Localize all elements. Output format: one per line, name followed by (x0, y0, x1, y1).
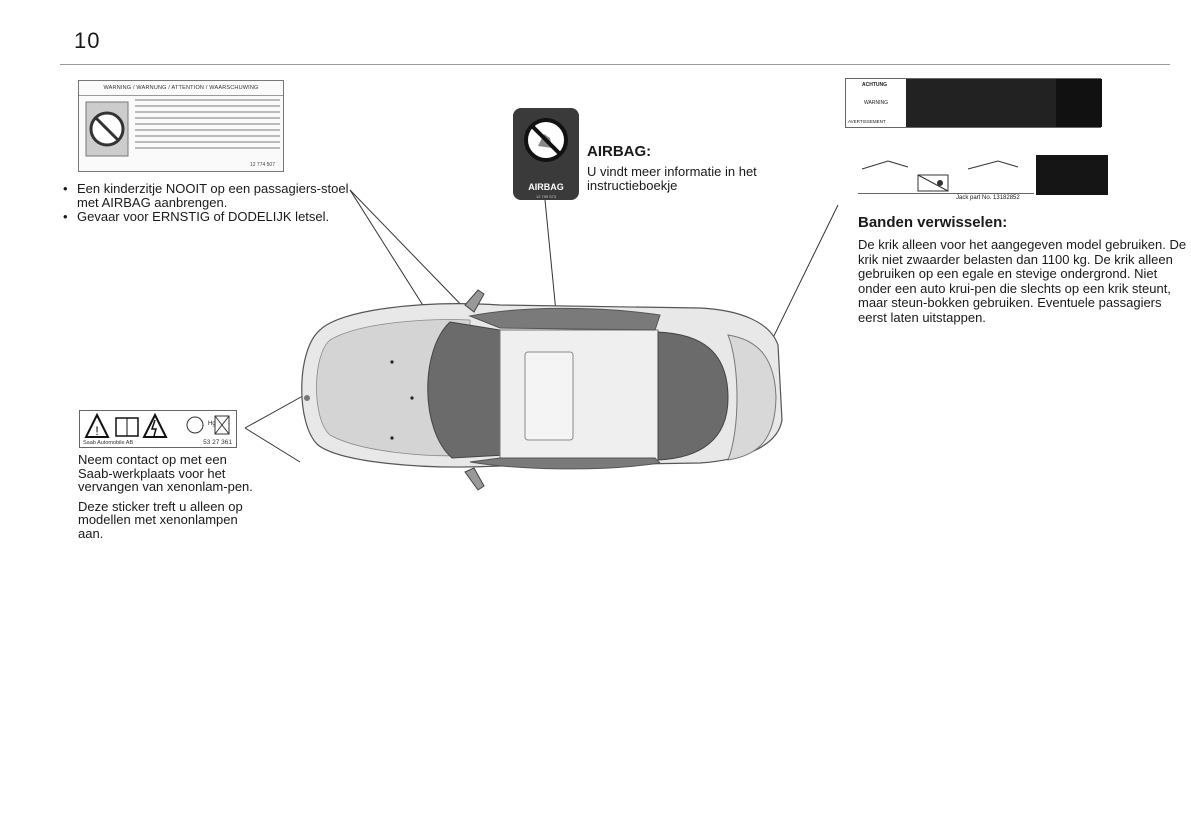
airbag-body: U vindt meer informatie in het instructieboekje (587, 164, 757, 193)
hg-label: Hg (208, 421, 216, 427)
warning-triangle-icon (84, 413, 170, 439)
xenon-text (78, 453, 253, 546)
xenon-sticker-code: 53 27 361 (203, 439, 232, 446)
jack-part-number: Jack part No. 13182852 (956, 195, 1020, 201)
no-child-seat-icon (85, 101, 129, 157)
car-roof (500, 330, 658, 460)
airbag-sticker-code: 12 799 573 (535, 194, 557, 199)
car-mirror-bottom (465, 468, 484, 490)
tyre-sticker-label: AVERTISSEMENT (848, 119, 886, 124)
tyre-sticker-label: ACHTUNG (862, 82, 887, 88)
warning-sticker (78, 80, 284, 172)
warning-sticker-header: WARNING / WARNUNG / ATTENTION / WAARSCHUWING (79, 81, 283, 96)
car (302, 290, 782, 490)
leader-line-airbag (545, 200, 556, 312)
airbag-sticker (513, 108, 579, 200)
car-side-window-bottom (470, 458, 660, 469)
tyre-sticker-label: WARNING (864, 100, 888, 106)
jack-sticker-footer (858, 193, 1034, 202)
no-child-seat-icon (522, 116, 570, 164)
page-number: 10 (74, 28, 101, 53)
airbag-sticker-label: AIRBAG (528, 182, 564, 192)
tyre-sticker-labels (846, 79, 907, 127)
jack-sticker-text-block (1036, 155, 1108, 195)
header-rule (60, 64, 1170, 65)
xenon-paragraph: Deze sticker treft u alleen op modellen met xenonlampen aan. (78, 498, 243, 541)
tyre-pressure-sticker (845, 78, 1101, 128)
bullet-item: • Gevaar voor ERNSTIG of DODELIJK letsel. (60, 210, 360, 224)
leader-line-xenon-2 (245, 428, 300, 462)
car-windscreen (428, 322, 505, 458)
jack-sticker (858, 155, 1108, 202)
jack-position-icon (858, 155, 1033, 193)
bullet-item: • Een kinderzitje NOOIT op een passagiers-stoel met AIRBAG aanbrengen. (60, 182, 360, 210)
car-headlamp (304, 395, 310, 401)
tyre-sticker-text-block (906, 79, 1056, 127)
xenon-sticker (79, 410, 237, 448)
xenon-paragraph: Neem contact op met een Saab-werkplaats voor het vervangen van xenonlam-pen. (78, 452, 253, 494)
xenon-sticker-brand: Saab Automobile AB (83, 440, 134, 446)
tyre-sticker-text-block (1056, 79, 1102, 127)
leader-line-xenon-1 (245, 392, 310, 428)
airbag-title: AIRBAG: (587, 143, 652, 160)
banden-title: Banden verwisselen: (858, 214, 1008, 231)
warning-sticker-code: 12 774 507 (249, 162, 275, 168)
car-sunroof (525, 352, 573, 440)
airbag-warning-bullets (60, 182, 360, 224)
banden-body: De krik alleen voor het aangegeven model gebruiken. De krik niet zwaarder belasten dan 1100 kg. De krik alleen gebruiken op een egale en stevige ondergrond. Niet onder een auto krui-pen die slechts op een krik steunt, maar steun-bokken gebruiken. Eventuele passagiers eerst laten uitstappen. (858, 237, 1187, 325)
warning-sticker-text (135, 99, 280, 153)
car-side-window-top (470, 308, 660, 330)
svg-text:!: ! (95, 424, 99, 438)
